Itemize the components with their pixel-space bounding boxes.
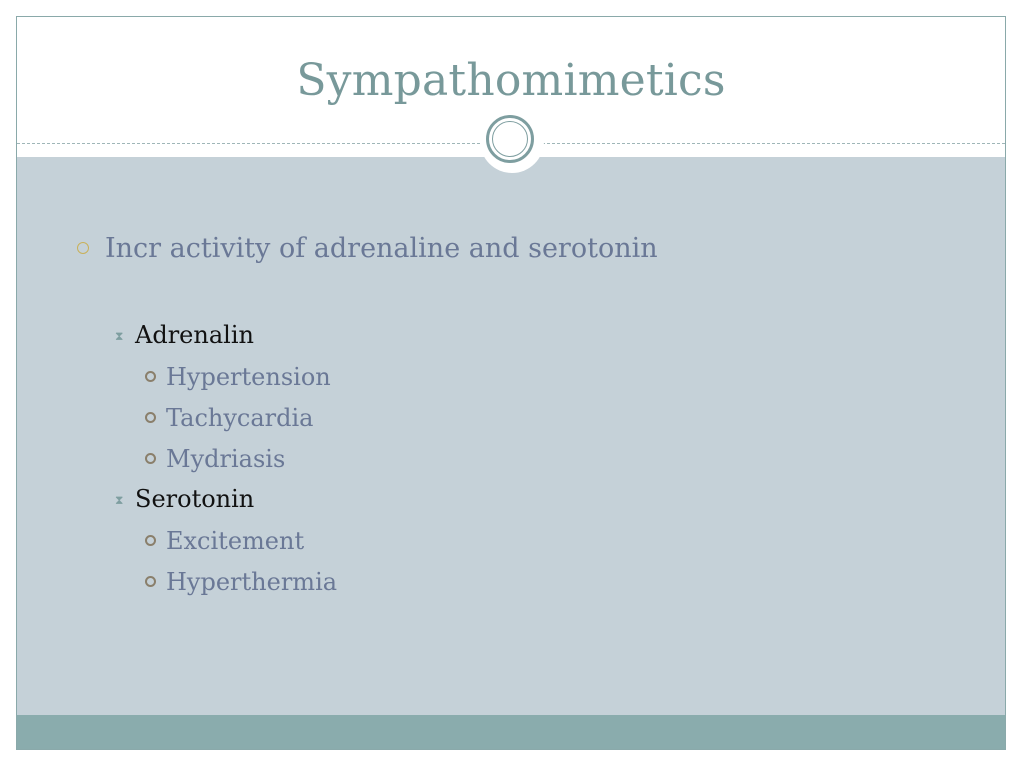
slide-title: Sympathomimetics — [296, 55, 726, 106]
group-label: Adrenalin — [135, 321, 254, 349]
list-item-text: Hyperthermia — [166, 568, 338, 596]
group-label: Serotonin — [135, 485, 255, 513]
ring-dot-bullet-icon — [145, 453, 156, 464]
list-item-text: Mydriasis — [166, 445, 286, 473]
ring-dot-bullet-icon — [145, 412, 156, 423]
list-item — [145, 445, 285, 473]
list-item — [145, 363, 331, 391]
slide — [16, 16, 1006, 750]
list-item — [145, 527, 304, 555]
ring-dot-bullet-icon — [145, 576, 156, 587]
double-circle-inner-icon — [492, 121, 528, 157]
footer-band — [17, 715, 1005, 749]
list-item-text: Tachycardia — [166, 404, 314, 432]
list-item — [145, 404, 313, 432]
ring-dot-bullet-icon — [145, 371, 156, 382]
bullet-main-text: Incr activity of adrenaline and serotonin — [105, 233, 658, 264]
list-item-text: Excitement — [166, 527, 305, 555]
group-adrenalin — [115, 321, 254, 349]
ring-dot-bullet-icon — [145, 535, 156, 546]
group-serotonin — [115, 485, 254, 513]
ring-bullet-icon — [77, 242, 89, 254]
hourglass-bullet-icon: ⧗ — [115, 493, 124, 507]
list-item-text: Hypertension — [166, 363, 331, 391]
bullet-main — [77, 233, 658, 264]
hourglass-bullet-icon: ⧗ — [115, 329, 124, 343]
list-item — [145, 568, 337, 596]
